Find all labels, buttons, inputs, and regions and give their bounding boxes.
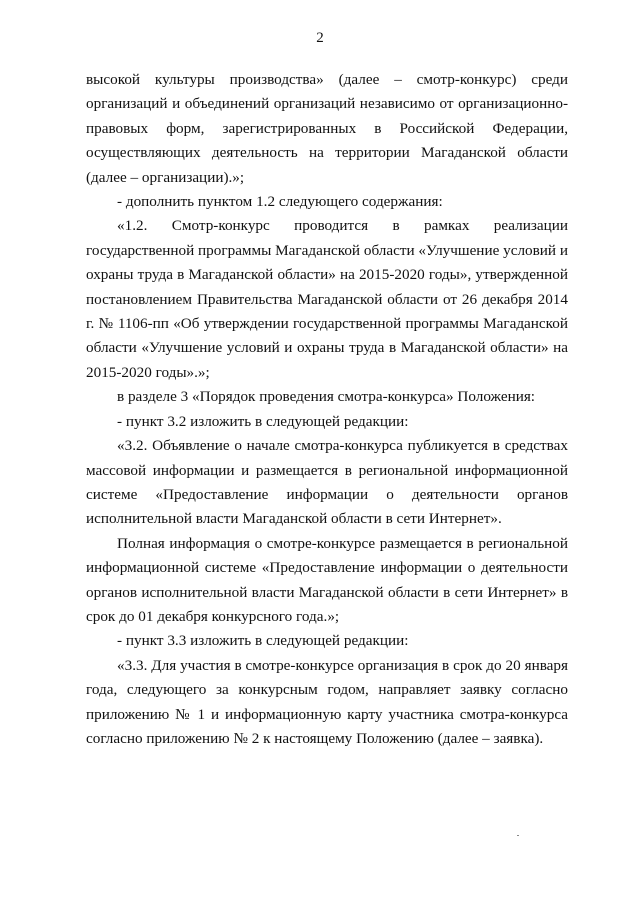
paragraph-clause-1-2: «1.2. Смотр-конкурс проводится в рамках реализации государственной программы Магаданской области «Улучшение условий и охраны труда в Магаданской области» на 2015-2020 годы», утвержденной постановлением Правительства Магаданской области от 26 декабря 2014 г. № 1106-пп «Об утверждении государственной программы Магаданской области «Улучшение условий и охраны труда в Магаданской области» на 2015-2020 годы».»; bbox=[86, 217, 568, 381]
document-body bbox=[86, 68, 568, 751]
paragraph-amend-3-3: - пункт 3.3 изложить в следующей редакции: bbox=[117, 632, 409, 650]
page-number: 2 bbox=[316, 30, 324, 46]
paragraph-clause-3-3: «3.3. Для участия в смотре-конкурсе организация в срок до 20 января года, следующего за конкурсным годом, направляет заявку согласно приложению № 1 и информационную карту участника смотра-конкурса согласно приложению № 2 к настоящему Положению (далее – заявка). bbox=[86, 656, 568, 747]
paragraph-section-3: в разделе 3 «Порядок проведения смотра-конкурса» Положения: bbox=[117, 388, 536, 406]
scan-mark bbox=[517, 835, 519, 836]
paragraph-clause-3-2: «3.2. Объявление о начале смотра-конкурса публикуется в средствах массовой информации и размещается в региональной информационной системе «Предоставление информации о деятельности органов исполнительной власти Магаданской области в сети Интернет». bbox=[86, 437, 568, 528]
paragraph-continuation: высокой культуры производства» (далее – смотр-конкурс) среди организаций и объединений организаций независимо от организационно-правовых форм, зарегистрированных в Российской Федерации, осуществляющих деятельность на территории Магаданской области (далее – организации).»; bbox=[86, 71, 568, 186]
paragraph-amend-3-2: - пункт 3.2 изложить в следующей редакции: bbox=[117, 412, 409, 430]
paragraph-amend-1-2: - дополнить пунктом 1.2 следующего содержания: bbox=[117, 193, 443, 211]
paragraph-full-info: Полная информация о смотре-конкурсе размещается в региональной информационной системе «Предоставление информации о деятельности органов исполнительной власти Магаданской области в сети Интернет» в срок до 01 декабря конкурсного года.»; bbox=[86, 534, 568, 625]
